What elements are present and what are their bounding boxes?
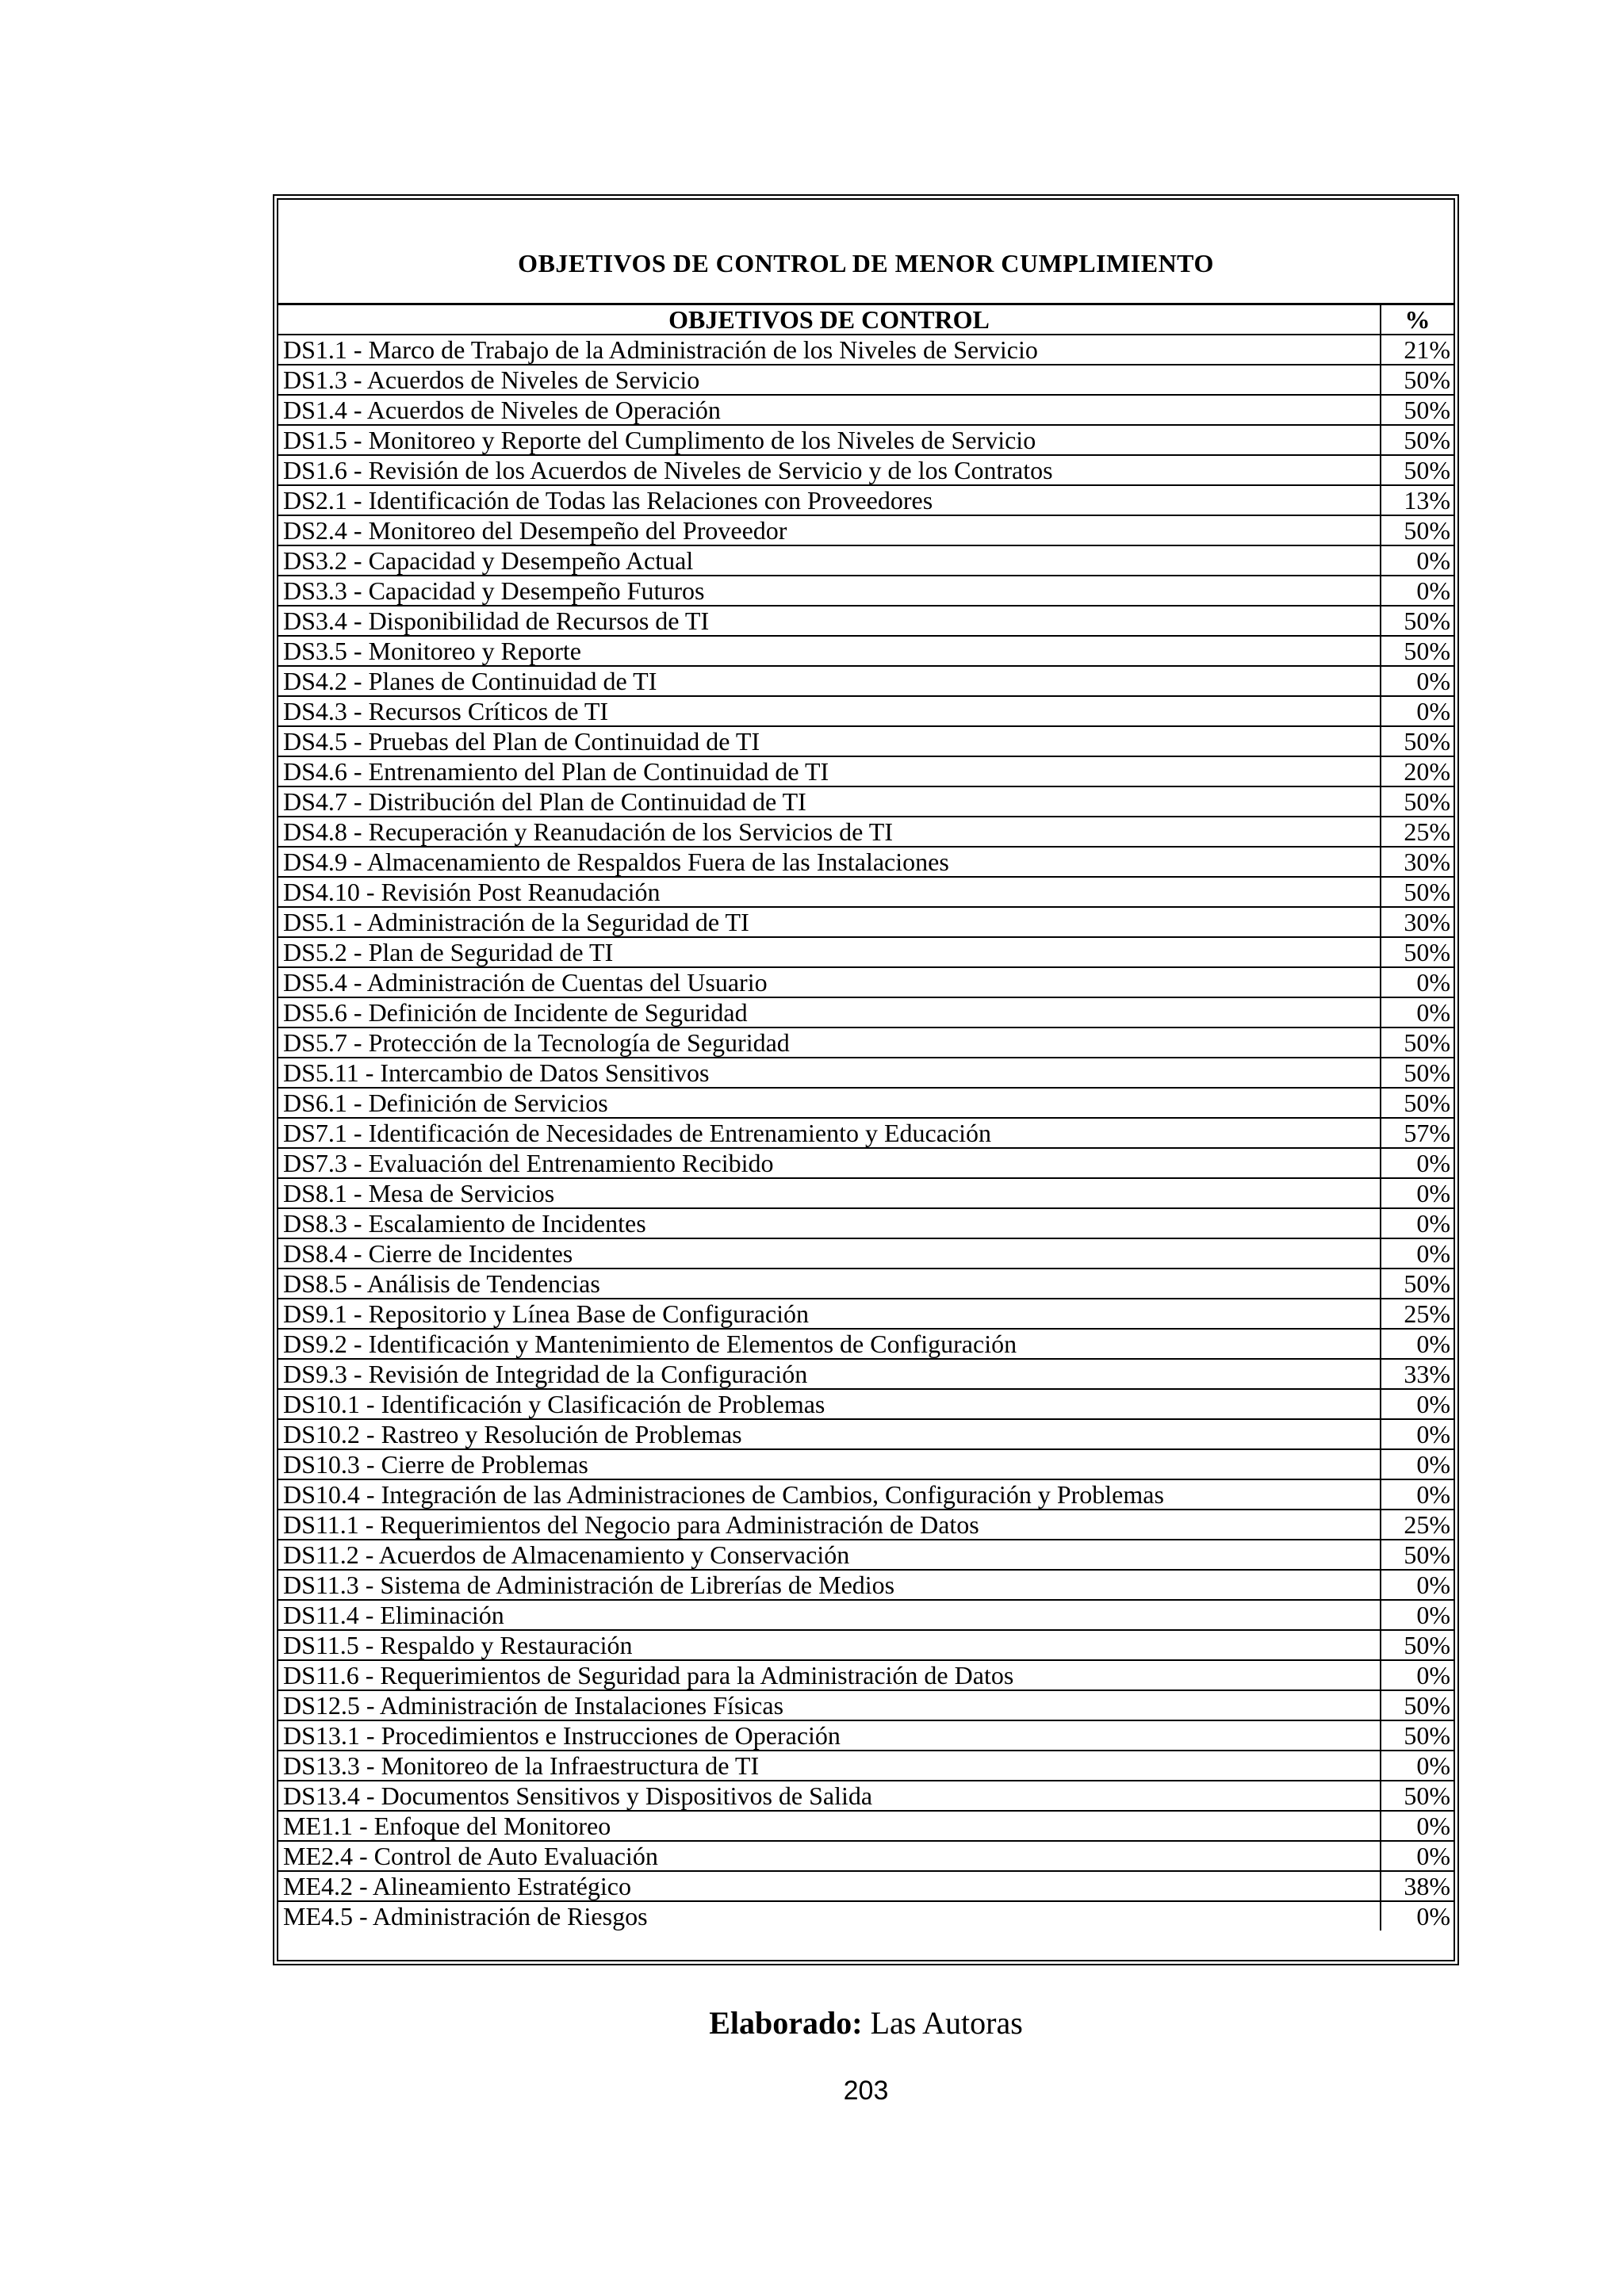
objective-cell: ME4.2 - Alineamiento Estratégico xyxy=(278,1871,1381,1901)
objective-cell: DS7.3 - Evaluación del Entrenamiento Recibido xyxy=(278,1148,1381,1178)
objectives-table xyxy=(278,305,1454,1931)
percent-cell: 0% xyxy=(1381,1479,1454,1510)
objective-cell: DS4.2 - Planes de Continuidad de TI xyxy=(278,666,1381,696)
table-row xyxy=(278,576,1454,606)
page-number: 203 xyxy=(843,2076,889,2106)
percent-cell: 0% xyxy=(1381,545,1454,576)
objective-cell: DS5.6 - Definición de Incidente de Seguridad xyxy=(278,997,1381,1027)
objective-cell: DS1.4 - Acuerdos de Niveles de Operación xyxy=(278,395,1381,425)
table-row xyxy=(278,395,1454,425)
percent-cell: 50% xyxy=(1381,515,1454,545)
table-row xyxy=(278,1871,1454,1901)
objectives-table-frame xyxy=(273,194,1459,1965)
credit-line xyxy=(0,2004,1624,2042)
table-row xyxy=(278,1419,1454,1449)
percent-cell: 50% xyxy=(1381,1630,1454,1660)
table-row xyxy=(278,1751,1454,1781)
percent-cell: 0% xyxy=(1381,997,1454,1027)
table-row xyxy=(278,1510,1454,1540)
table-row xyxy=(278,937,1454,967)
percent-cell: 38% xyxy=(1381,1871,1454,1901)
table-row xyxy=(278,817,1454,847)
percent-cell: 0% xyxy=(1381,1901,1454,1931)
percent-cell: 0% xyxy=(1381,1329,1454,1359)
table-row xyxy=(278,1841,1454,1871)
objective-cell: DS11.2 - Acuerdos de Almacenamiento y Conservación xyxy=(278,1540,1381,1570)
table-row xyxy=(278,1811,1454,1841)
objective-cell: DS4.7 - Distribución del Plan de Continuidad de TI xyxy=(278,786,1381,817)
objective-cell: DS11.6 - Requerimientos de Seguridad para la Administración de Datos xyxy=(278,1660,1381,1690)
objective-cell: DS11.1 - Requerimientos del Negocio para Administración de Datos xyxy=(278,1510,1381,1540)
percent-cell: 50% xyxy=(1381,1088,1454,1118)
objective-cell: DS5.1 - Administración de la Seguridad de TI xyxy=(278,907,1381,937)
table-row xyxy=(278,847,1454,877)
table-row xyxy=(278,1299,1454,1329)
table-row xyxy=(278,1720,1454,1751)
percent-cell: 50% xyxy=(1381,726,1454,756)
percent-cell: 0% xyxy=(1381,1389,1454,1419)
table-row xyxy=(278,1570,1454,1600)
table-row xyxy=(278,726,1454,756)
table-row xyxy=(278,877,1454,907)
objective-cell: DS5.11 - Intercambio de Datos Sensitivos xyxy=(278,1058,1381,1088)
objective-cell: DS4.3 - Recursos Críticos de TI xyxy=(278,696,1381,726)
table-wrap xyxy=(278,305,1454,1960)
percent-cell: 0% xyxy=(1381,1449,1454,1479)
percent-cell: 0% xyxy=(1381,1208,1454,1238)
objective-cell: DS5.2 - Plan de Seguridad de TI xyxy=(278,937,1381,967)
percent-cell: 50% xyxy=(1381,636,1454,666)
table-row xyxy=(278,1389,1454,1419)
table-row xyxy=(278,1148,1454,1178)
objective-cell: DS8.3 - Escalamiento de Incidentes xyxy=(278,1208,1381,1238)
percent-cell: 50% xyxy=(1381,937,1454,967)
table-row xyxy=(278,545,1454,576)
objective-cell: DS3.3 - Capacidad y Desempeño Futuros xyxy=(278,576,1381,606)
table-row xyxy=(278,1540,1454,1570)
objective-cell: DS10.3 - Cierre de Problemas xyxy=(278,1449,1381,1479)
objective-cell: ME2.4 - Control de Auto Evaluación xyxy=(278,1841,1381,1871)
table-title: OBJETIVOS DE CONTROL DE MENOR CUMPLIMIENTO xyxy=(518,248,1214,277)
objective-cell: DS2.1 - Identificación de Todas las Relaciones con Proveedores xyxy=(278,485,1381,515)
percent-cell: 0% xyxy=(1381,1238,1454,1269)
percent-cell: 0% xyxy=(1381,1570,1454,1600)
objective-cell: DS6.1 - Definición de Servicios xyxy=(278,1088,1381,1118)
table-row xyxy=(278,365,1454,395)
percent-cell: 30% xyxy=(1381,847,1454,877)
objective-cell: DS3.4 - Disponibilidad de Recursos de TI xyxy=(278,606,1381,636)
table-row xyxy=(278,1630,1454,1660)
table-row xyxy=(278,515,1454,545)
percent-cell: 0% xyxy=(1381,576,1454,606)
credit-label: Elaborado: xyxy=(709,2005,863,2041)
table-row xyxy=(278,1781,1454,1811)
column-header-percent: % xyxy=(1381,305,1454,335)
percent-cell: 50% xyxy=(1381,425,1454,455)
table-row xyxy=(278,485,1454,515)
objective-cell: DS3.5 - Monitoreo y Reporte xyxy=(278,636,1381,666)
table-row xyxy=(278,1178,1454,1208)
table-row xyxy=(278,997,1454,1027)
percent-cell: 25% xyxy=(1381,1299,1454,1329)
objective-cell: DS1.3 - Acuerdos de Niveles de Servicio xyxy=(278,365,1381,395)
table-row xyxy=(278,1269,1454,1299)
objective-cell: DS8.1 - Mesa de Servicios xyxy=(278,1178,1381,1208)
objective-cell: DS5.4 - Administración de Cuentas del Usuario xyxy=(278,967,1381,997)
objective-cell: DS9.2 - Identificación y Mantenimiento de Elementos de Configuración xyxy=(278,1329,1381,1359)
percent-cell: 50% xyxy=(1381,1781,1454,1811)
objective-cell: DS9.3 - Revisión de Integridad de la Configuración xyxy=(278,1359,1381,1389)
table-row xyxy=(278,636,1454,666)
percent-cell: 0% xyxy=(1381,1178,1454,1208)
objective-cell: DS8.4 - Cierre de Incidentes xyxy=(278,1238,1381,1269)
objective-cell: DS11.3 - Sistema de Administración de Librerías de Medios xyxy=(278,1570,1381,1600)
percent-cell: 25% xyxy=(1381,817,1454,847)
percent-cell: 0% xyxy=(1381,1148,1454,1178)
table-row xyxy=(278,1690,1454,1720)
percent-cell: 50% xyxy=(1381,1540,1454,1570)
objective-cell: DS10.4 - Integración de las Administraciones de Cambios, Configuración y Problemas xyxy=(278,1479,1381,1510)
objective-cell: DS11.4 - Eliminación xyxy=(278,1600,1381,1630)
table-row xyxy=(278,1118,1454,1148)
table-row xyxy=(278,666,1454,696)
objective-cell: DS11.5 - Respaldo y Restauración xyxy=(278,1630,1381,1660)
objective-cell: DS4.9 - Almacenamiento de Respaldos Fuera de las Instalaciones xyxy=(278,847,1381,877)
objective-cell: DS10.1 - Identificación y Clasificación de Problemas xyxy=(278,1389,1381,1419)
objective-cell: DS1.1 - Marco de Trabajo de la Administración de los Niveles de Servicio xyxy=(278,335,1381,365)
objective-cell: DS5.7 - Protección de la Tecnología de Seguridad xyxy=(278,1027,1381,1058)
table-row xyxy=(278,1660,1454,1690)
table-row xyxy=(278,335,1454,365)
percent-cell: 50% xyxy=(1381,1269,1454,1299)
percent-cell: 0% xyxy=(1381,666,1454,696)
percent-cell: 25% xyxy=(1381,1510,1454,1540)
table-row xyxy=(278,1208,1454,1238)
objective-cell: DS3.2 - Capacidad y Desempeño Actual xyxy=(278,545,1381,576)
table-row xyxy=(278,455,1454,485)
header-row xyxy=(278,305,1454,335)
table-row xyxy=(278,1058,1454,1088)
objective-cell: DS1.5 - Monitoreo y Reporte del Cumplimento de los Niveles de Servicio xyxy=(278,425,1381,455)
percent-cell: 20% xyxy=(1381,756,1454,786)
table-row xyxy=(278,1238,1454,1269)
objective-cell: DS12.5 - Administración de Instalaciones Físicas xyxy=(278,1690,1381,1720)
percent-cell: 0% xyxy=(1381,1600,1454,1630)
percent-cell: 50% xyxy=(1381,1027,1454,1058)
objective-cell: DS13.3 - Monitoreo de la Infraestructura de TI xyxy=(278,1751,1381,1781)
objective-cell: DS7.1 - Identificación de Necesidades de Entrenamiento y Educación xyxy=(278,1118,1381,1148)
table-row xyxy=(278,1088,1454,1118)
percent-cell: 0% xyxy=(1381,967,1454,997)
percent-cell: 50% xyxy=(1381,365,1454,395)
percent-cell: 50% xyxy=(1381,1690,1454,1720)
objective-cell: DS4.8 - Recuperación y Reanudación de los Servicios de TI xyxy=(278,817,1381,847)
table-body xyxy=(278,335,1454,1931)
percent-cell: 30% xyxy=(1381,907,1454,937)
column-header-objective: OBJETIVOS DE CONTROL xyxy=(278,305,1381,335)
percent-cell: 50% xyxy=(1381,1720,1454,1751)
table-row xyxy=(278,1901,1454,1931)
table-row xyxy=(278,425,1454,455)
percent-cell: 21% xyxy=(1381,335,1454,365)
table-row xyxy=(278,756,1454,786)
objective-cell: ME4.5 - Administración de Riesgos xyxy=(278,1901,1381,1931)
objective-cell: DS4.5 - Pruebas del Plan de Continuidad de TI xyxy=(278,726,1381,756)
percent-cell: 0% xyxy=(1381,696,1454,726)
percent-cell: 50% xyxy=(1381,455,1454,485)
percent-cell: 0% xyxy=(1381,1811,1454,1841)
table-row xyxy=(278,967,1454,997)
objective-cell: DS4.6 - Entrenamiento del Plan de Continuidad de TI xyxy=(278,756,1381,786)
table-row xyxy=(278,1027,1454,1058)
table-row xyxy=(278,1600,1454,1630)
table-row xyxy=(278,907,1454,937)
table-row xyxy=(278,606,1454,636)
percent-cell: 50% xyxy=(1381,786,1454,817)
percent-cell: 33% xyxy=(1381,1359,1454,1389)
percent-cell: 13% xyxy=(1381,485,1454,515)
objective-cell: DS9.1 - Repositorio y Línea Base de Configuración xyxy=(278,1299,1381,1329)
objective-cell: ME1.1 - Enfoque del Monitoreo xyxy=(278,1811,1381,1841)
objective-cell: DS13.4 - Documentos Sensitivos y Dispositivos de Salida xyxy=(278,1781,1381,1811)
percent-cell: 50% xyxy=(1381,395,1454,425)
objective-cell: DS4.10 - Revisión Post Reanudación xyxy=(278,877,1381,907)
objective-cell: DS2.4 - Monitoreo del Desempeño del Proveedor xyxy=(278,515,1381,545)
table-row xyxy=(278,1479,1454,1510)
table-row xyxy=(278,786,1454,817)
percent-cell: 50% xyxy=(1381,877,1454,907)
table-title-cell xyxy=(278,200,1454,305)
percent-cell: 0% xyxy=(1381,1841,1454,1871)
objective-cell: DS8.5 - Análisis de Tendencias xyxy=(278,1269,1381,1299)
credit-value: Las Autoras xyxy=(870,2005,1023,2041)
table-row xyxy=(278,1329,1454,1359)
percent-cell: 0% xyxy=(1381,1751,1454,1781)
percent-cell: 0% xyxy=(1381,1419,1454,1449)
objective-cell: DS10.2 - Rastreo y Resolución de Problemas xyxy=(278,1419,1381,1449)
percent-cell: 50% xyxy=(1381,606,1454,636)
table-row xyxy=(278,1359,1454,1389)
percent-cell: 57% xyxy=(1381,1118,1454,1148)
table-row xyxy=(278,1449,1454,1479)
table-row xyxy=(278,696,1454,726)
percent-cell: 0% xyxy=(1381,1660,1454,1690)
objective-cell: DS13.1 - Procedimientos e Instrucciones de Operación xyxy=(278,1720,1381,1751)
percent-cell: 50% xyxy=(1381,1058,1454,1088)
objective-cell: DS1.6 - Revisión de los Acuerdos de Niveles de Servicio y de los Contratos xyxy=(278,455,1381,485)
